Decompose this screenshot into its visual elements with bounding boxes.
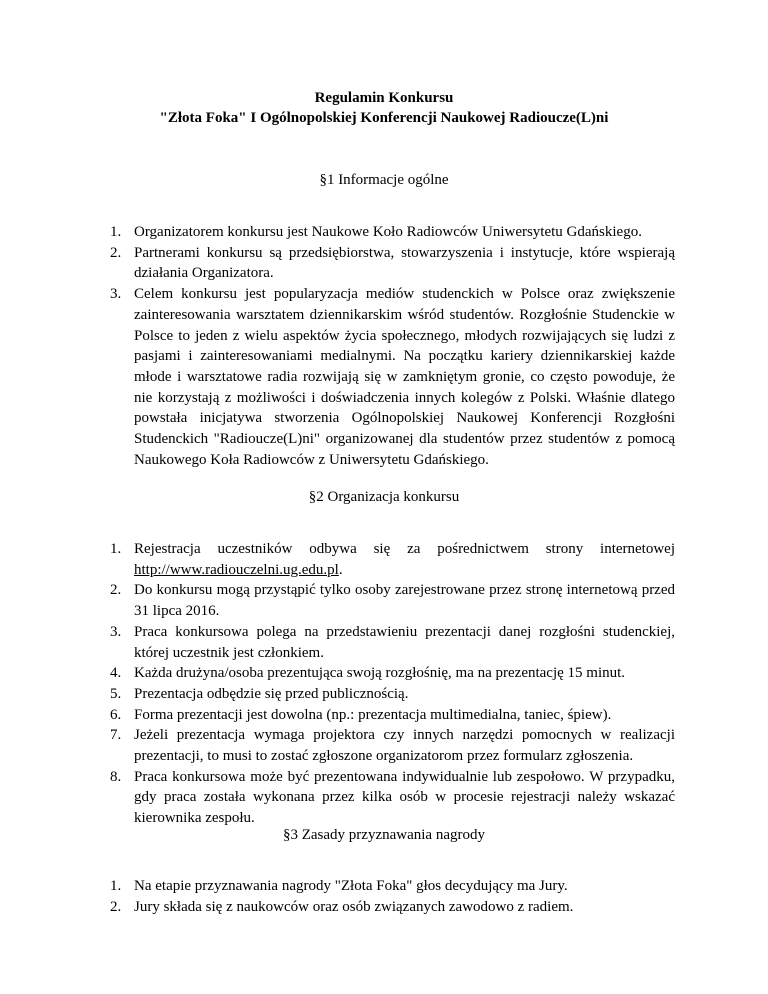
list-item <box>110 539 675 580</box>
list-item-text: Prezentacja odbędzie się przed publicznością. <box>134 685 409 702</box>
list-item-text: Celem konkursu jest popularyzacja mediów studenckich w Polsce oraz zwiększenie zainteresowania warsztatem dziennikarskim wśród studentów. Rozgłośnie Studenckie w Polsce to jeden z wielu aspektów życia społecznego, młodych rozwijających się ludzi z pasjami i zainteresowaniami medialnymi. Na początku kariery dziennikarskiej każde młode i warsztatowe radia rozwijają się w zamkniętym gronie, co często powoduje, że nie korzystają z możliwości i doświadczenia innych kolegów z Polski. Właśnie dlatego powstała inicjatywa stworzenia Ogólnopolskiej Naukowej Konferencji Rozgłośni Studenckich "Radioucze(L)ni" organizowanej dla studentów przez studentów z pomocą Naukowego Koła Radiowców z Uniwersytetu Gdańskiego. <box>134 286 675 468</box>
list-item <box>110 684 675 705</box>
section-2-heading: §2 Organizacja konkursu <box>308 489 460 505</box>
list-item-text-end: . <box>338 561 343 578</box>
list-item <box>110 284 675 470</box>
list-item-number: 6. <box>110 706 122 723</box>
list-item-number: 2. <box>110 244 122 261</box>
document-title: Regulamin Konkursu <box>314 90 454 106</box>
list-item <box>110 622 675 663</box>
list-item <box>110 580 675 621</box>
list-item-number: 5. <box>110 685 122 702</box>
list-item-number: 8. <box>110 768 122 785</box>
list-item <box>110 222 675 243</box>
list-item <box>110 876 675 897</box>
list-item-text: Jeżeli prezentacja wymaga projektora czy innych narzędzi pomocnych w realizacji prezentacji, to musi to zostać zgłoszone organizatorom przez formularz zgłoszenia. <box>134 727 675 765</box>
list-item <box>110 663 675 684</box>
list-item <box>110 243 675 284</box>
list-item-text: Każda drużyna/osoba prezentująca swoją rozgłośnię, ma na prezentację 15 minut. <box>134 665 626 682</box>
list-item <box>110 767 675 829</box>
list-item-text: Partnerami konkursu są przedsiębiorstwa, stowarzyszenia i instytucje, które wspierają działania Organizatora. <box>134 244 675 282</box>
registration-website-link[interactable]: http://www.radiouczelni.ug.edu.pl <box>134 561 339 578</box>
list-item-text: Praca konkursowa może być prezentowana indywidualnie lub zespołowo. W przypadku, gdy praca została wykonana przez kilka osób w procesie rejestracji należy wskazać kierownika zespołu. <box>134 768 675 827</box>
list-item-text: Jury składa się z naukowców oraz osób związanych zawodowo z radiem. <box>134 898 574 915</box>
section-3-list <box>110 876 675 917</box>
section-3-heading: §3 Zasady przyznawania nagrody <box>282 827 485 843</box>
list-item-number: 2. <box>110 898 122 915</box>
list-item-text: Forma prezentacji jest dowolna (np.: prezentacja multimedialna, taniec, śpiew). <box>134 706 612 723</box>
list-item-text: Na etapie przyznawania nagrody "Złota Foka" głos decydujący ma Jury. <box>134 878 568 894</box>
section-1-heading: §1 Informacje ogólne <box>319 172 449 188</box>
list-item <box>110 897 675 918</box>
list-item-number: 3. <box>110 623 122 640</box>
list-item-number: 1. <box>110 878 122 894</box>
list-item <box>110 725 675 766</box>
list-item <box>110 705 675 726</box>
document-subtitle: "Złota Foka" I Ogólnopolskiej Konferencji Naukowej Radioucze(L)ni <box>159 110 609 126</box>
list-item-text: Organizatorem konkursu jest Naukowe Koło Radiowców Uniwersytetu Gdańskiego. <box>134 224 642 240</box>
list-item-text: Rejestracja uczestników odbywa się za pośrednictwem strony internetowej <box>134 541 675 557</box>
list-item-number: 7. <box>110 727 122 744</box>
section-1-list <box>110 222 675 470</box>
list-item-number: 3. <box>110 286 122 303</box>
section-2-list <box>110 539 675 829</box>
list-item-number: 1. <box>110 224 122 240</box>
list-item-text: Praca konkursowa polega na przedstawieniu prezentacji danej rozgłośni studenckiej, której uczestnik jest członkiem. <box>134 623 675 661</box>
list-item-text: Do konkursu mogą przystąpić tylko osoby zarejestrowane przez stronę internetową przed 31 lipca 2016. <box>134 582 675 620</box>
list-item-number: 1. <box>110 541 122 557</box>
list-item-number: 2. <box>110 582 122 599</box>
list-item-number: 4. <box>110 665 122 682</box>
